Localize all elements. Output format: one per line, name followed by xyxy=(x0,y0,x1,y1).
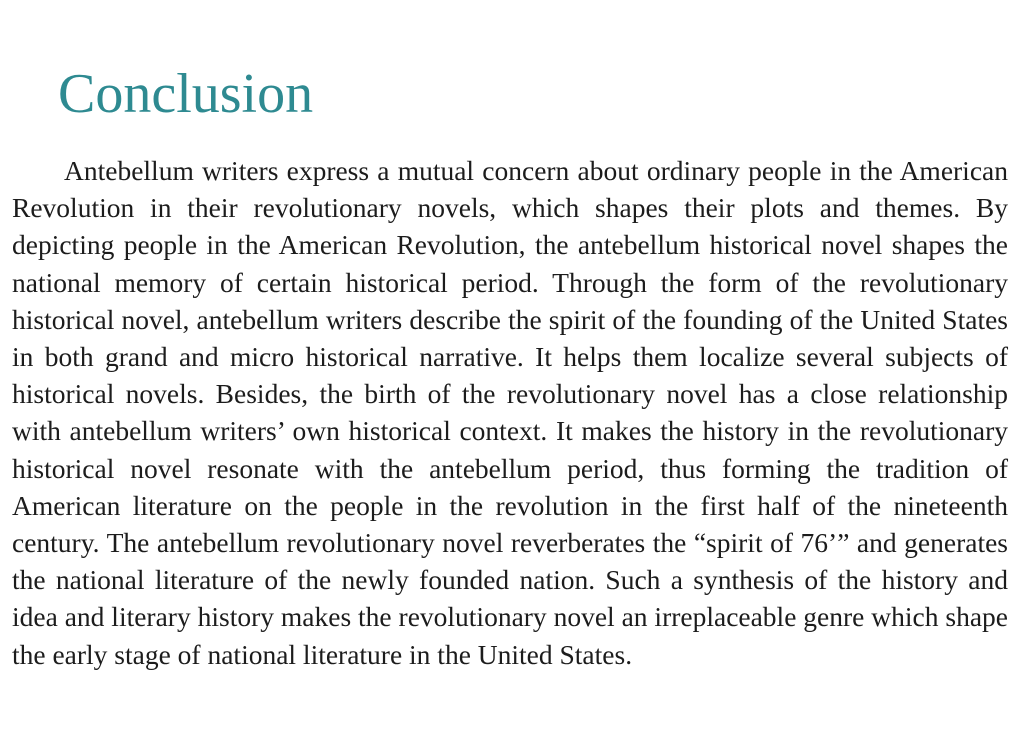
section-heading: Conclusion xyxy=(58,63,314,125)
conclusion-paragraph: Antebellum writers express a mutual concern about ordinary people in the American Revolution in their revolutionary novels, which shapes their plots and themes. By depicting people in the American Revolution, the antebellum historical novel shapes the national memory of certain historical period. Through the form of the revolutionary historical novel, antebellum writers describe the spirit of the founding of the United States in both grand and micro historical narrative. It helps them localize several subjects of historical novels. Besides, the birth of the revolutionary novel has a close relationship with antebellum writers’ own historical context. It makes the history in the revolutionary historical novel resonate with the antebellum period, thus forming the tradition of American literature on the people in the revolution in the first half of the nineteenth century. The antebellum revolutionary novel reverberates the “spirit of 76’” and generates the national literature of the newly founded nation. Such a synthesis of the history and idea and literary history makes the revolutionary novel an irreplaceable genre which shape the early stage of national literature in the United States. xyxy=(12,155,1008,670)
